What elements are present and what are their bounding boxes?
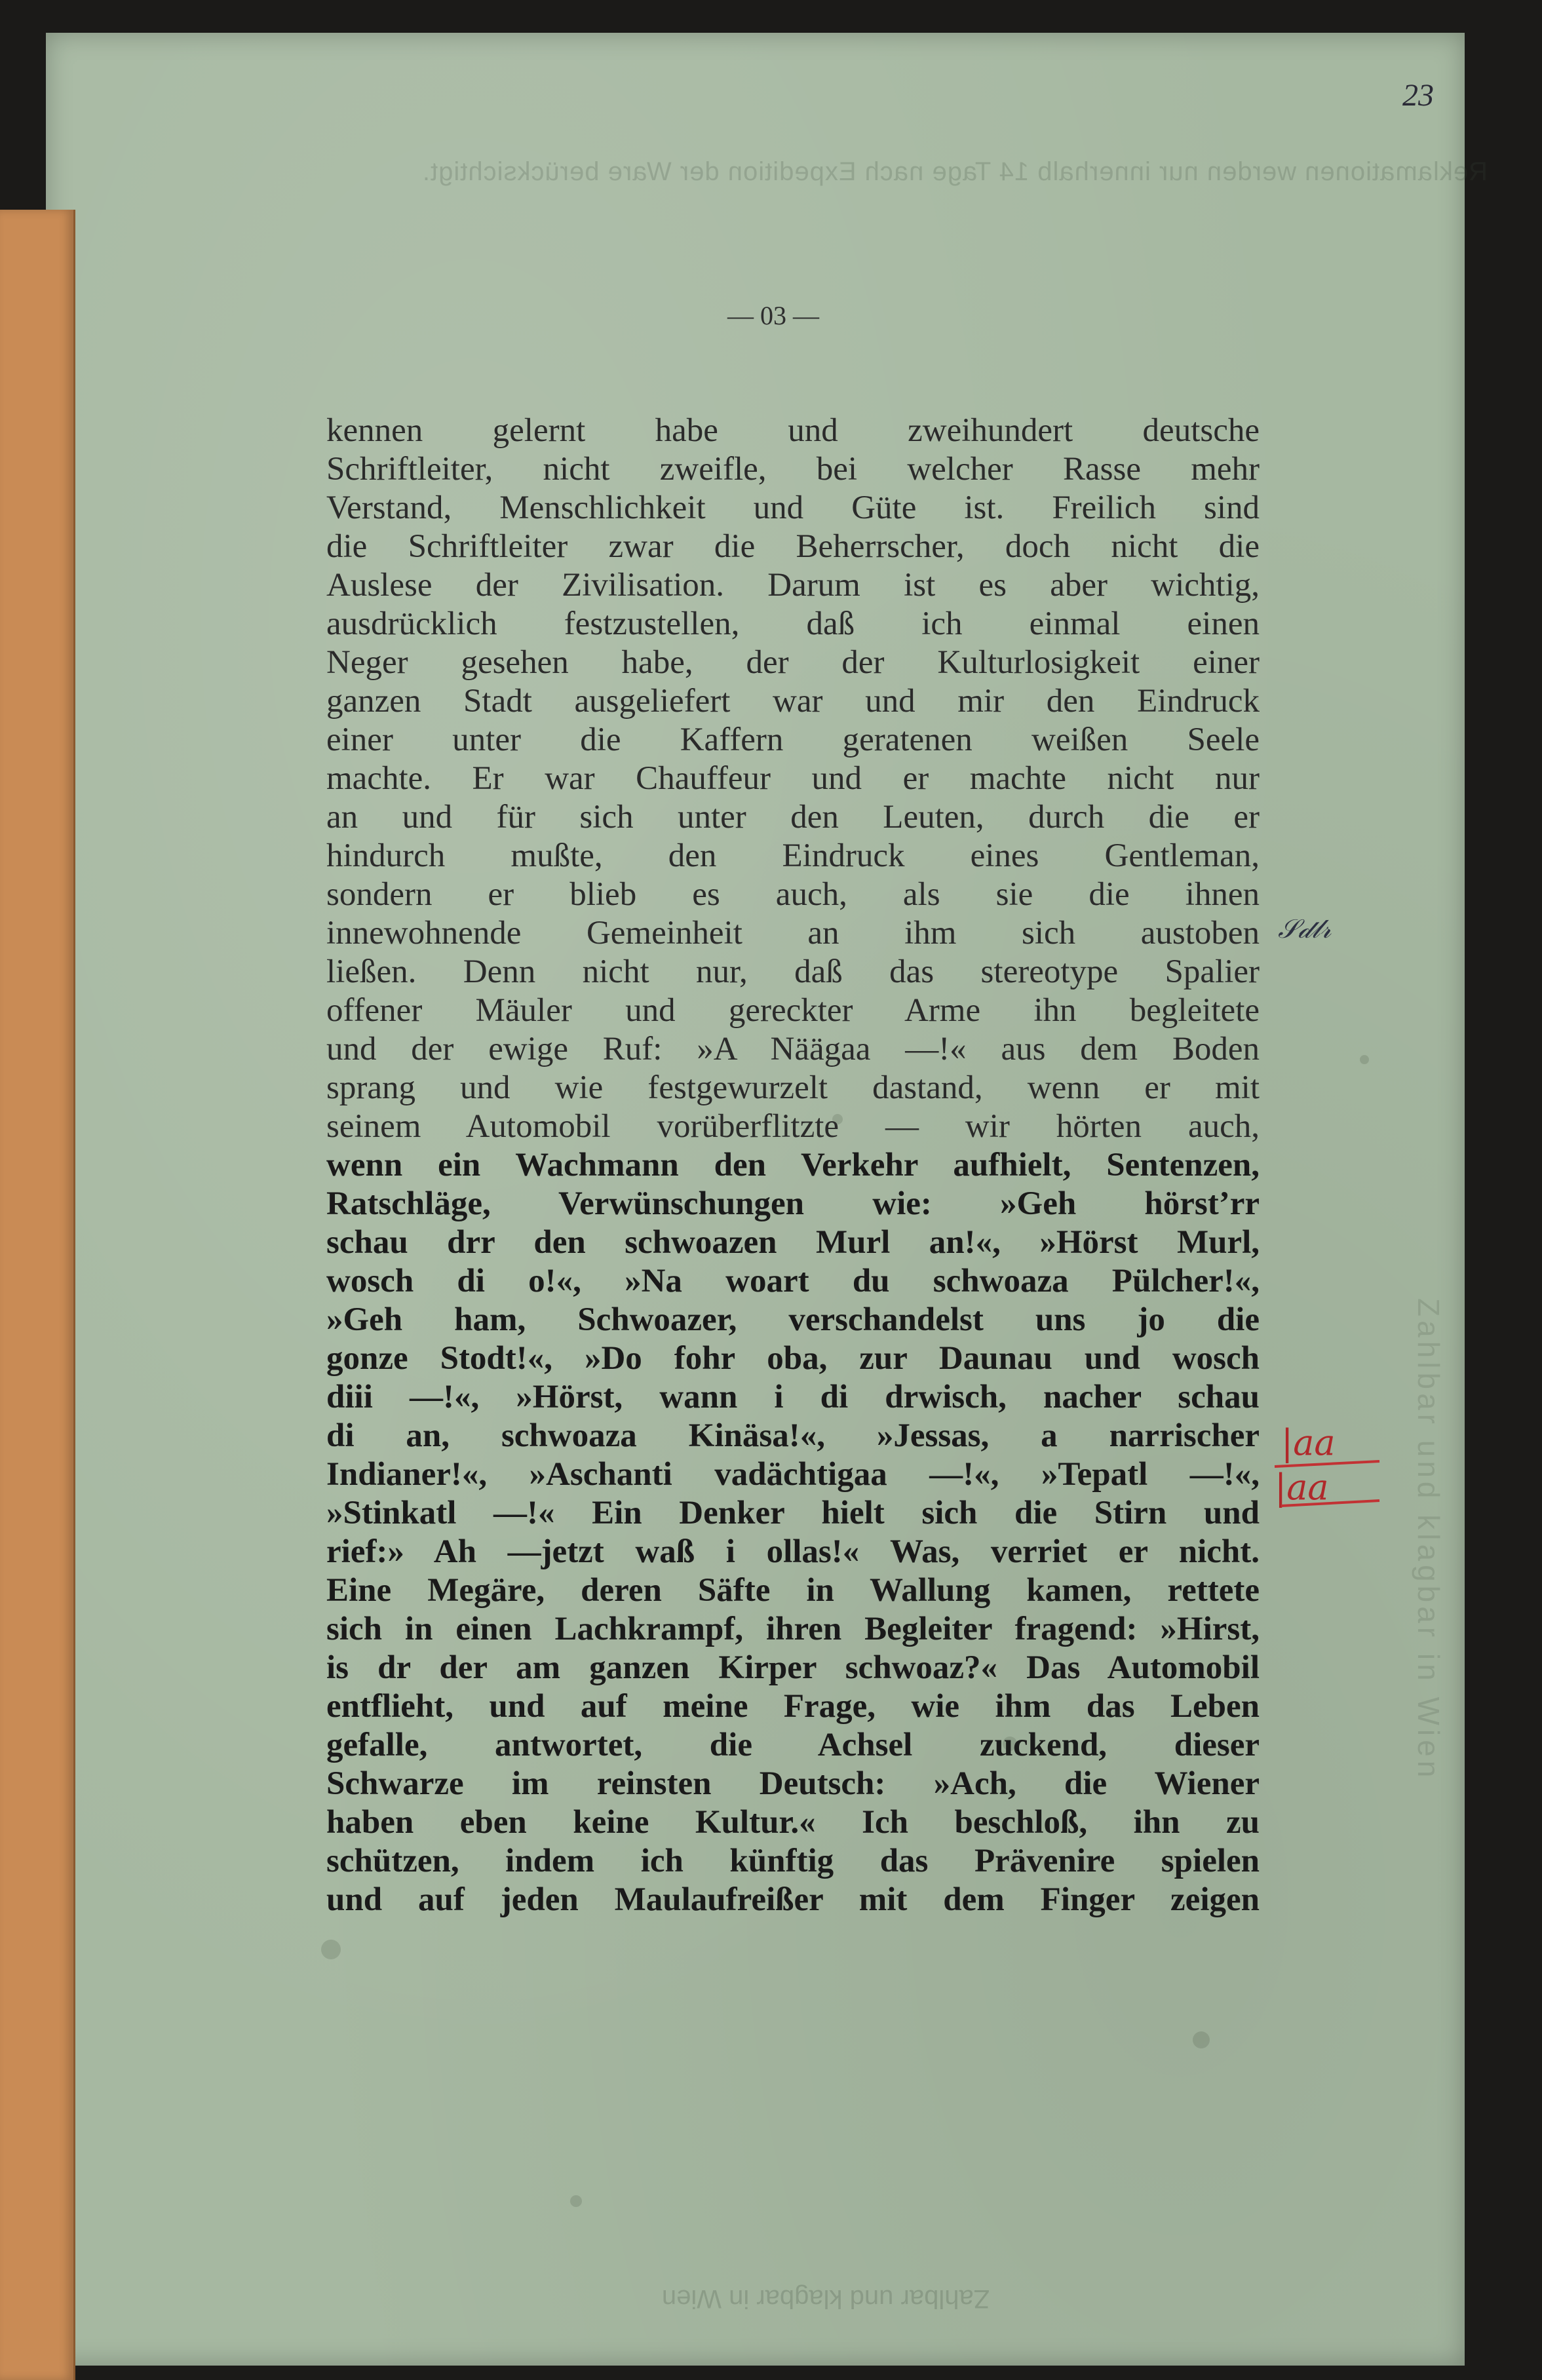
text-line: Schwarze im reinsten Deutsch: »Ach, die Wiener <box>326 1765 1260 1802</box>
text-line: »Stinkatl —!« Ein Denker hielt sich die Stirn und <box>326 1495 1260 1531</box>
text-line: Eine Megäre, deren Säfte in Wallung kamen, rettete <box>326 1572 1260 1609</box>
text-line: innewohnende Gemeinheit an ihm sich austoben <box>326 915 1260 951</box>
page-number: — 03 — <box>727 301 819 330</box>
text-line: an und für sich unter den Leuten, durch die er <box>326 799 1260 835</box>
text-line: ganzen Stadt ausgeliefert war und mir den Eindruck <box>326 683 1260 720</box>
text-line: »Geh ham, Schwoazer, verschandelst uns jo die <box>326 1301 1260 1338</box>
text-line: di an, schwoaza Kinäsa!«, »Jessas, a narrischer <box>326 1417 1260 1454</box>
text-line: wosch di o!«, »Na woart du schwoaza Pülcher!«, <box>326 1263 1260 1299</box>
text-line: diii —!«, »Hörst, wann i di drwisch, nacher schau <box>326 1379 1260 1415</box>
proofreader-deleatur-mark: 𝒮𝒹𝓁𝓇 <box>1278 914 1332 944</box>
correction-mark-1: |aa <box>1281 1422 1336 1463</box>
text-line: Indianer!«, »Aschanti vadächtigaa —!«, »Tepatl —!«, <box>326 1456 1260 1493</box>
text-line: Neger gesehen habe, der der Kulturlosigkeit einer <box>326 644 1260 681</box>
bleed-through-footer: Zahlbar und klagbar in Wien <box>661 2284 990 2313</box>
text-line: sondern er blieb es auch, als sie die ihnen <box>326 876 1260 913</box>
text-line: kennen gelernt habe und zweihundert deutsche <box>326 412 1260 449</box>
text-line: gonze Stodt!«, »Do fohr oba, zur Daunau und wosch <box>326 1340 1260 1377</box>
text-line: sprang und wie festgewurzelt dastand, wenn er mit <box>326 1069 1260 1106</box>
text-line: offener Mäuler und gereckter Arme ihn begleitete <box>326 992 1260 1029</box>
text-line: ausdrücklich festzustellen, daß ich einmal einen <box>326 605 1260 642</box>
text-line: gefalle, antwortet, die Achsel zuckend, dieser <box>326 1727 1260 1763</box>
body-text <box>326 412 1260 1919</box>
correction-underlines <box>1268 1422 1399 1527</box>
text-line: is dr der am ganzen Kirper schwoaz?« Das Automobil <box>326 1649 1260 1686</box>
text-line: Verstand, Menschlichkeit und Güte ist. Freilich sind <box>326 489 1260 526</box>
bleed-through-header: Reklamationen werden nur innerhalb 14 Tage nach Expedition der Ware berücksichtigt. <box>421 157 1488 186</box>
text-line: schützen, indem ich künftig das Prävenire spielen <box>326 1843 1260 1879</box>
text-line: wenn ein Wachmann den Verkehr aufhielt, Sentenzen, <box>326 1147 1260 1183</box>
text-line: Auslese der Zivilisation. Darum ist es aber wichtig, <box>326 567 1260 604</box>
text-line: Ratschläge, Verwünschungen wie: »Geh hörst’rr <box>326 1185 1260 1222</box>
text-line: die Schriftleiter zwar die Beherrscher, doch nicht die <box>326 528 1260 565</box>
text-line: und auf jeden Maulaufreißer mit dem Finger zeigen <box>326 1881 1260 1918</box>
correction-mark-2: |aa <box>1275 1467 1329 1508</box>
text-line: entflieht, und auf meine Frage, wie ihm das Leben <box>326 1688 1260 1725</box>
text-line: rief:» Ah —jetzt waß i ollas!« Was, verriet er nicht. <box>326 1533 1260 1570</box>
text-line: machte. Er war Chauffeur und er machte nicht nur <box>326 760 1260 797</box>
orange-binding-tab <box>0 210 75 2380</box>
bleed-through-side-stamp: Zahlbar und klagbar in Wien <box>1412 1298 1446 1782</box>
folio-number: 23 <box>1402 78 1434 113</box>
text-line: hindurch mußte, den Eindruck eines Gentleman, <box>326 837 1260 874</box>
text-line: schau drr den schwoazen Murl an!«, »Hörst Murl, <box>326 1224 1260 1261</box>
text-line: seinem Automobil vorüberflitzte — wir hörten auch, <box>326 1108 1260 1145</box>
text-line: Schriftleiter, nicht zweifle, bei welcher Rasse mehr <box>326 451 1260 488</box>
text-line: sich in einen Lachkrampf, ihren Begleiter fragend: »Hirst, <box>326 1611 1260 1647</box>
text-line: ließen. Denn nicht nur, daß das stereotype Spalier <box>326 953 1260 990</box>
text-line: haben eben keine Kultur.« Ich beschloß, ihn zu <box>326 1804 1260 1841</box>
text-line: einer unter die Kaffern geratenen weißen Seele <box>326 721 1260 758</box>
text-line: und der ewige Ruf: »A Näägaa —!« aus dem Boden <box>326 1031 1260 1067</box>
